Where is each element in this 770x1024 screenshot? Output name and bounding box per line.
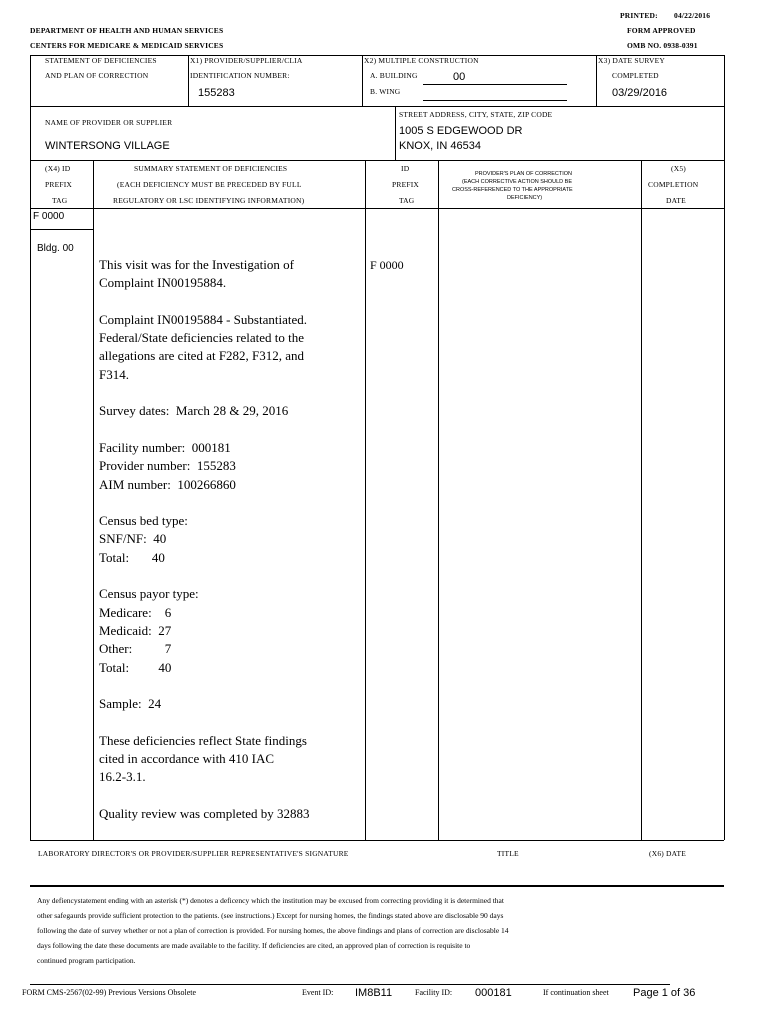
summary-label-3: REGULATORY OR LSC IDENTIFYING INFORMATION) <box>113 196 305 205</box>
paragraph: These deficiencies reflect State findings cited in accordance with 410 IAC 16.2-3.1. <box>99 732 307 785</box>
address-street: 1005 S EDGEWOOD DR <box>399 125 523 137</box>
statement-label: STATEMENT OF DEFICIENCIES <box>45 56 157 65</box>
centers-title: CENTERS FOR MEDICARE & MEDICAID SERVICES <box>30 41 224 50</box>
continuation-label: If continuation sheet <box>543 988 609 997</box>
id-prefix-label: PREFIX <box>392 180 420 189</box>
building-value: 00 <box>453 71 466 83</box>
form-approved: FORM APPROVED <box>627 26 696 35</box>
x3-label: X3) DATE SURVEY <box>598 56 665 65</box>
building-tag: Bldg. 00 <box>37 243 74 254</box>
wing-label: B. WING <box>370 87 401 96</box>
building-label: A. BUILDING <box>370 71 418 80</box>
id-tag-label: TAG <box>399 196 415 205</box>
disclaimer-line: other safegaurds provide sufficient protection to the patients. (see instructions.) Except for nursing homes, the findings stated above are disclosable 90 days <box>37 911 504 920</box>
x4-prefix-label: PREFIX <box>45 180 73 189</box>
date-label: DATE <box>666 196 686 205</box>
department-title: DEPARTMENT OF HEALTH AND HUMAN SERVICES <box>30 26 224 35</box>
x4-id-label: (X4) ID <box>45 164 71 173</box>
completion-label: COMPLETION <box>648 180 699 189</box>
disclaimer-line: Any defiencystatement ending with an asterisk (*) denotes a deficency which the institution may be excused from correcting providing it is determined that <box>37 896 504 905</box>
provider-number: 155283 <box>198 87 235 99</box>
printed-date: 04/22/2016 <box>674 11 711 20</box>
summary-label: SUMMARY STATEMENT OF DEFICIENCIES <box>134 164 288 173</box>
x1-label-2: IDENTIFICATION NUMBER: <box>190 71 290 80</box>
disclaimer-line: days following the date these documents are made available to the facility. If deficiencies are cited, an approved plan of correction is requisite to <box>37 941 471 950</box>
provider-name: WINTERSONG VILLAGE <box>45 140 170 152</box>
disclaimer-line: following the date of survey whether or not a plan of correction is provided. For nursing homes, the above findings and plans of correction are disclosable 14 <box>37 926 509 935</box>
left-tag: F 0000 <box>33 211 65 222</box>
address-label: STREET ADDRESS, CITY, STATE, ZIP CODE <box>399 110 553 119</box>
x6-date-label: (X6) DATE <box>649 849 687 858</box>
paragraph: Facility number: 000181 Provider number: 155283 AIM number: 100266860 <box>99 439 236 492</box>
x5-label: (X5) <box>671 164 686 173</box>
event-id-label: Event ID: <box>302 988 334 997</box>
paragraph: Survey dates: March 28 & 29, 2016 <box>99 403 289 419</box>
facility-id-label: Facility ID: <box>415 988 453 997</box>
id-label: ID <box>401 164 410 173</box>
plan-correction-label: AND PLAN OF CORRECTION <box>45 71 149 80</box>
paragraph: Sample: 24 <box>99 696 162 712</box>
printed-label: PRINTED: <box>620 11 658 20</box>
event-id: IM8B11 <box>355 987 393 999</box>
plan-label-4: DEFICIENCY) <box>507 195 543 201</box>
survey-date: 03/29/2016 <box>612 87 668 99</box>
title-label: TITLE <box>497 849 519 858</box>
address-city: KNOX, IN 46534 <box>399 140 481 152</box>
disclaimer <box>37 893 637 968</box>
plan-label: PROVIDER'S PLAN OF CORRECTION <box>475 171 573 177</box>
x1-label: X1) PROVIDER/SUPPLIER/CLIA <box>190 56 303 65</box>
deficiency-summary <box>99 256 349 842</box>
plan-label-2: (EACH CORRECTIVE ACTION SHOULD BE <box>462 179 573 185</box>
paragraph: Census payor type: Medicare: 6 Medicaid: 27 Other: 7 Total: 40 <box>99 586 199 675</box>
provider-name-label: NAME OF PROVIDER OR SUPPLIER <box>45 118 173 127</box>
facility-id: 000181 <box>475 987 512 999</box>
omb-number: OMB NO. 0938-0391 <box>627 41 698 50</box>
paragraph: This visit was for the Investigation of Complaint IN00195884. <box>99 257 294 291</box>
paragraph: Complaint IN00195884 - Substantiated. Federal/State deficiencies related to the allegations are cited at F282, F312, and F314. <box>99 311 307 382</box>
x3-label-2: COMPLETED <box>612 71 659 80</box>
disclaimer-line: continued program participation. <box>37 956 136 965</box>
summary-label-2: (EACH DEFICIENCY MUST BE PRECEDED BY FULL <box>117 180 302 189</box>
plan-label-3: CROSS-REFERENCED TO THE APPROPRIATE <box>452 187 573 193</box>
signature-label: LABORATORY DIRECTOR'S OR PROVIDER/SUPPLIER REPRESENTATIVE'S SIGNATURE <box>38 849 349 858</box>
x2-label: X2) MULTIPLE CONSTRUCTION <box>364 56 479 65</box>
form-number: FORM CMS-2567(02-99) Previous Versions Obsolete <box>22 988 197 997</box>
page-number: Page 1 of 36 <box>633 987 696 999</box>
paragraph: Quality review was completed by 32883 <box>99 805 310 821</box>
right-tag: F 0000 <box>370 258 404 272</box>
x4-tag-label: TAG <box>52 196 68 205</box>
paragraph: Census bed type: SNF/NF: 40 Total: 40 <box>99 513 188 565</box>
